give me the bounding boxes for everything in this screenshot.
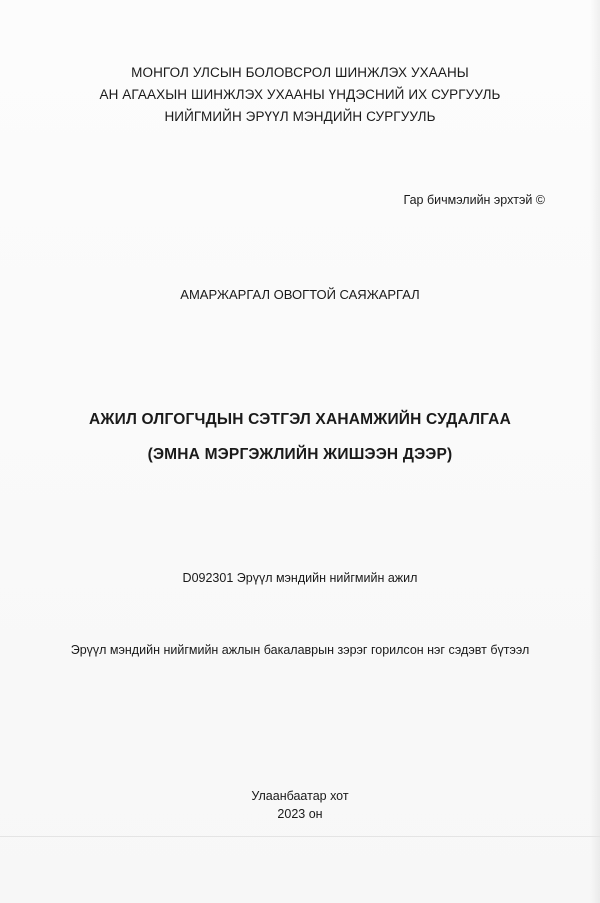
year: 2023 он: [277, 807, 323, 821]
thesis-title-main: АЖИЛ ОЛГОГЧДЫН СЭТГЭЛ ХАНАМЖИЙН СУДАЛГАА: [89, 411, 511, 428]
degree-statement: Эрүүл мэндийн нийгмийн ажлын бакалаврын зэрэг горилсон нэг сэдэвт бүтээл: [70, 643, 530, 657]
program-code: D092301 Эрүүл мэндийн нийгмийн ажил: [182, 571, 418, 585]
school-line: НИЙГМИЙН ЭРҮҮЛ МЭНДИЙН СУРГУУЛЬ: [164, 109, 436, 124]
city: Улаанбаатар хот: [251, 789, 349, 803]
thesis-title: [0, 402, 600, 472]
place-and-date: [0, 787, 600, 823]
institution-header: [0, 62, 600, 128]
copyright-notice: Гар бичмэлийн эрхтэй ©: [403, 193, 545, 207]
ministry-line: МОНГОЛ УЛСЫН БОЛОВСРОЛ ШИНЖЛЭХ УХААНЫ: [131, 65, 469, 80]
page-bottom-divider: [0, 836, 600, 837]
university-line: АН АГААХЫН ШИНЖЛЭХ УХААНЫ ҮНДЭСНИЙ ИХ СУРГУУЛЬ: [99, 87, 501, 102]
thesis-title-subtitle: (ЭМНА МЭРГЭЖЛИЙН ЖИШЭЭН ДЭЭР): [147, 446, 453, 463]
author-name: АМАРЖАРГАЛ ОВОГТОЙ САЯЖАРГАЛ: [180, 287, 420, 302]
